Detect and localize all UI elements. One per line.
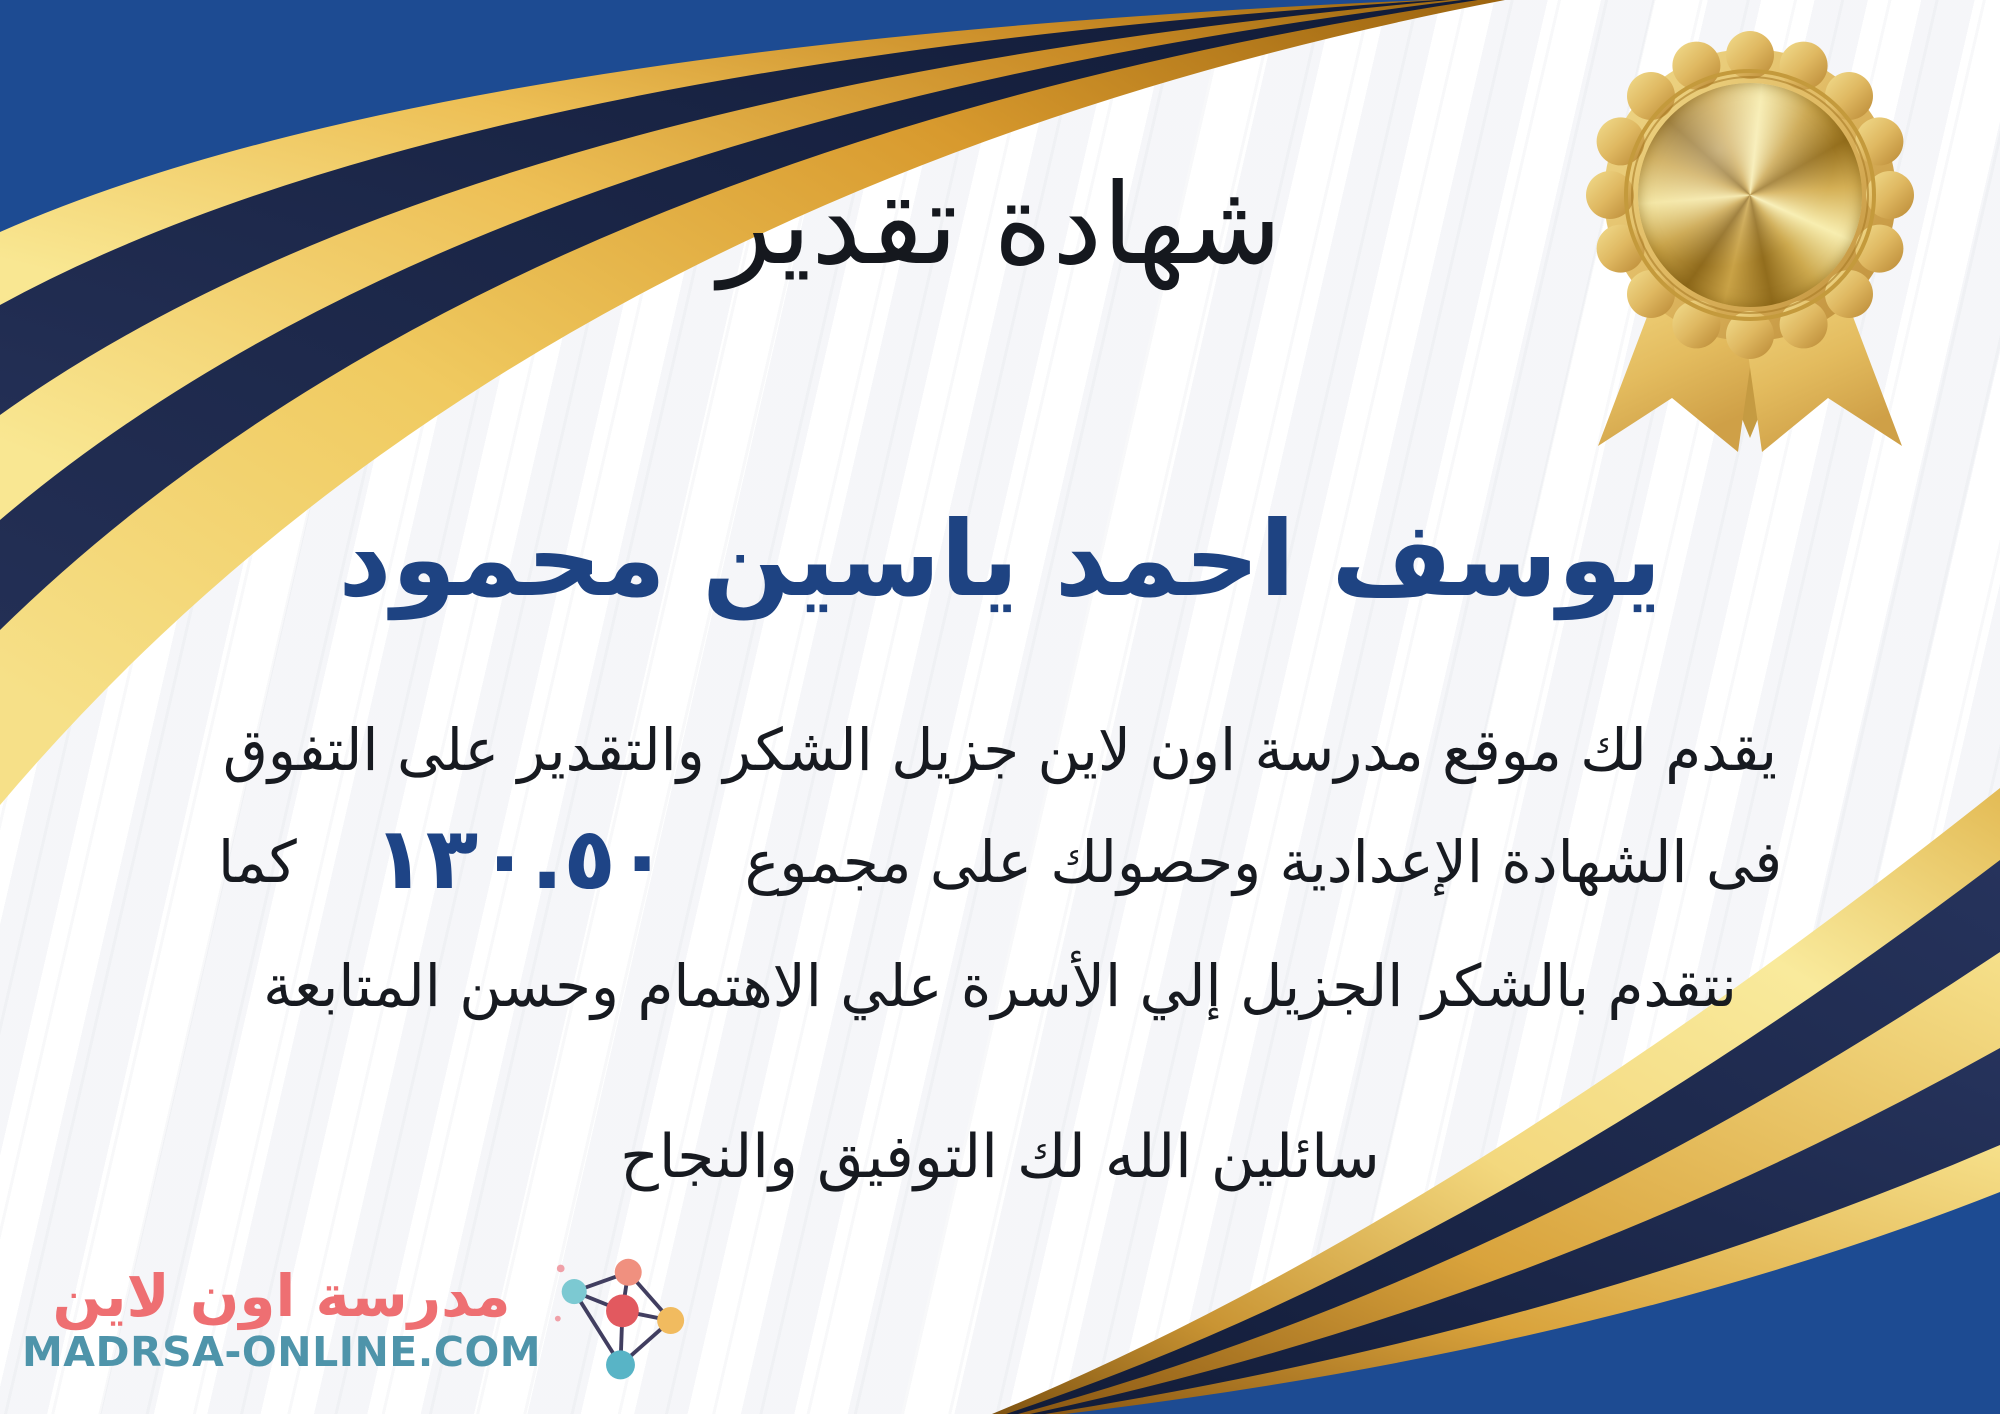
network-logo-icon [553, 1250, 688, 1392]
body-line-2: فى الشهادة الإعدادية وحصولك على مجموع ١٣٠.٥٠ كما [217, 809, 1783, 909]
site-logo [22, 1250, 688, 1392]
body-line-3: نتقدم بالشكر الجزيل إلي الأسرة علي الاهتمام وحسن المتابعة [263, 952, 1737, 1020]
site-website-url: MADRSA-ONLINE.COM [22, 1328, 542, 1377]
site-logo-text [22, 1261, 542, 1377]
recipient-name: يوسف احمد ياسين محمود [338, 498, 1662, 620]
body-line-2-before-score: فى الشهادة الإعدادية وحصولك على مجموع [744, 828, 1783, 896]
certificate-title: شهادة تقدير [718, 160, 1282, 291]
body-line-1: يقدم لك موقع مدرسة اون لاين جزيل الشكر والتقدير على التفوق [222, 716, 1778, 784]
closing-line: سائلين الله لك التوفيق والنجاح [620, 1122, 1380, 1192]
body-line-2-after-score: كما [217, 828, 297, 896]
site-name-arabic: مدرسة اون لاين [52, 1261, 511, 1330]
